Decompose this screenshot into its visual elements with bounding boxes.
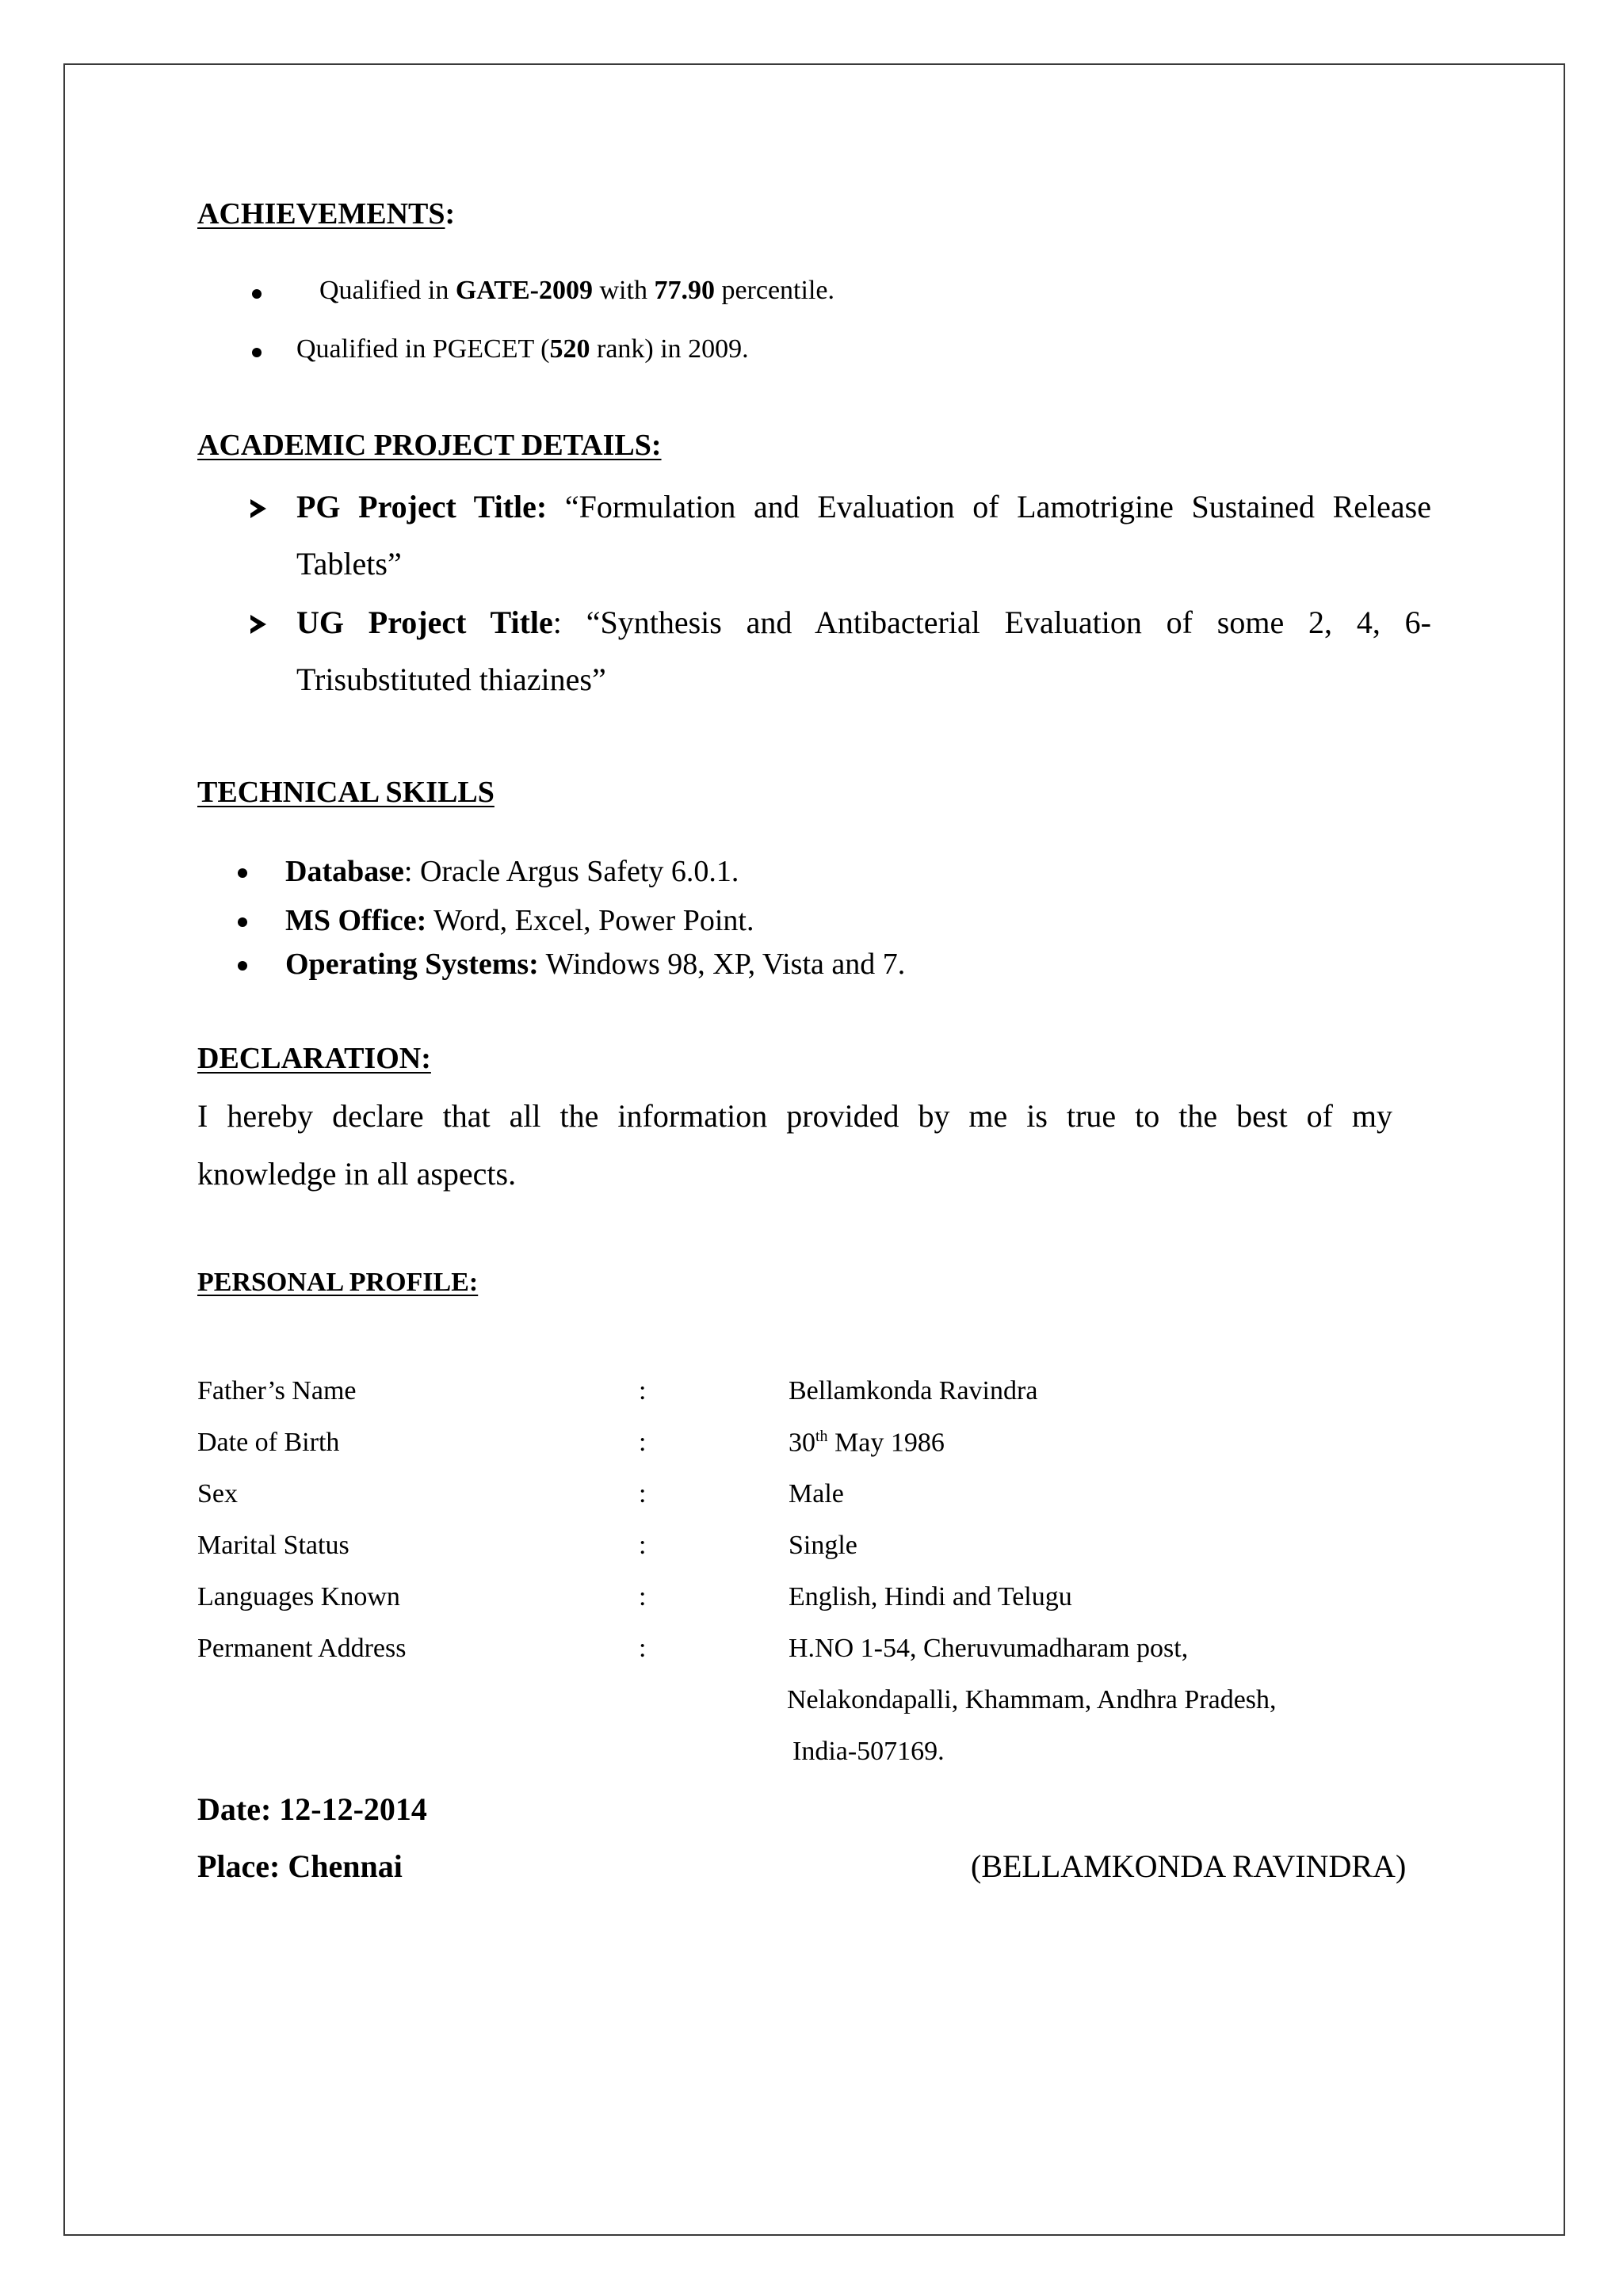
profile-label: Marital Status (197, 1531, 349, 1560)
footer-place: Place: Chennai (197, 1848, 403, 1884)
address-line3: India-507169. (792, 1737, 945, 1766)
profile-label: Permanent Address (197, 1634, 407, 1663)
profile-separator: : (639, 1428, 647, 1457)
skill-item: Operating Systems: Windows 98, XP, Vista and 7. (285, 948, 906, 981)
skill-item: Database: Oracle Argus Safety 6.0.1. (285, 855, 739, 888)
bullet-icon (238, 868, 247, 878)
achievement-item: Qualified in PGECET (520 rank) in 2009. (296, 334, 749, 364)
profile-label: Father’s Name (197, 1376, 357, 1405)
profile-value: Single (789, 1531, 857, 1560)
profile-separator: : (639, 1479, 647, 1508)
profile-value: H.NO 1-54, Cheruvumadharam post, (789, 1634, 1189, 1663)
profile-value: Male (789, 1479, 844, 1508)
declaration-line2: knowledge in all aspects. (197, 1156, 517, 1192)
profile-separator: : (639, 1531, 647, 1560)
ug-project-line1: UG Project Title: “Synthesis and Antibacterial Evaluation of some 2, 4, 6- (296, 605, 1431, 640)
profile-value: English, Hindi and Telugu (789, 1582, 1072, 1611)
profile-label: Date of Birth (197, 1428, 340, 1457)
bullet-icon (238, 917, 247, 927)
projects-heading: ACADEMIC PROJECT DETAILS: (197, 429, 662, 462)
address-line2: Nelakondapalli, Khammam, Andhra Pradesh, (787, 1685, 1277, 1714)
declaration-heading: DECLARATION: (197, 1042, 431, 1075)
signature-name: (BELLAMKONDA RAVINDRA) (971, 1848, 1407, 1884)
profile-label: Languages Known (197, 1582, 400, 1611)
declaration-line1: I hereby declare that all the information provided by me is true to the best of my (197, 1098, 1392, 1134)
ug-project-line2: Trisubstituted thiazines” (296, 662, 606, 697)
profile-separator: : (639, 1376, 647, 1405)
profile-value: Bellamkonda Ravindra (789, 1376, 1038, 1405)
bullet-icon (238, 961, 247, 971)
bullet-icon (252, 348, 262, 357)
page-border (63, 63, 1565, 2236)
profile-heading: PERSONAL PROFILE: (197, 1268, 479, 1297)
skill-item: MS Office: Word, Excel, Power Point. (285, 904, 754, 937)
achievement-item: Qualified in GATE-2009 with 77.90 percentile. (319, 276, 834, 305)
skills-heading: TECHNICAL SKILLS (197, 776, 495, 809)
arrow-bullet-icon (250, 615, 266, 634)
achievements-heading: ACHIEVEMENTS: (197, 197, 456, 231)
arrow-bullet-icon (250, 499, 266, 518)
bullet-icon (252, 289, 262, 299)
pg-project-line2: Tablets” (296, 546, 402, 582)
profile-label: Sex (197, 1479, 238, 1508)
profile-separator: : (639, 1582, 647, 1611)
footer-date: Date: 12-12-2014 (197, 1791, 427, 1827)
pg-project-line1: PG Project Title: “Formulation and Evaluation of Lamotrigine Sustained Release (296, 489, 1431, 524)
profile-separator: : (639, 1634, 647, 1663)
profile-value: 30th May 1986 (789, 1428, 945, 1458)
